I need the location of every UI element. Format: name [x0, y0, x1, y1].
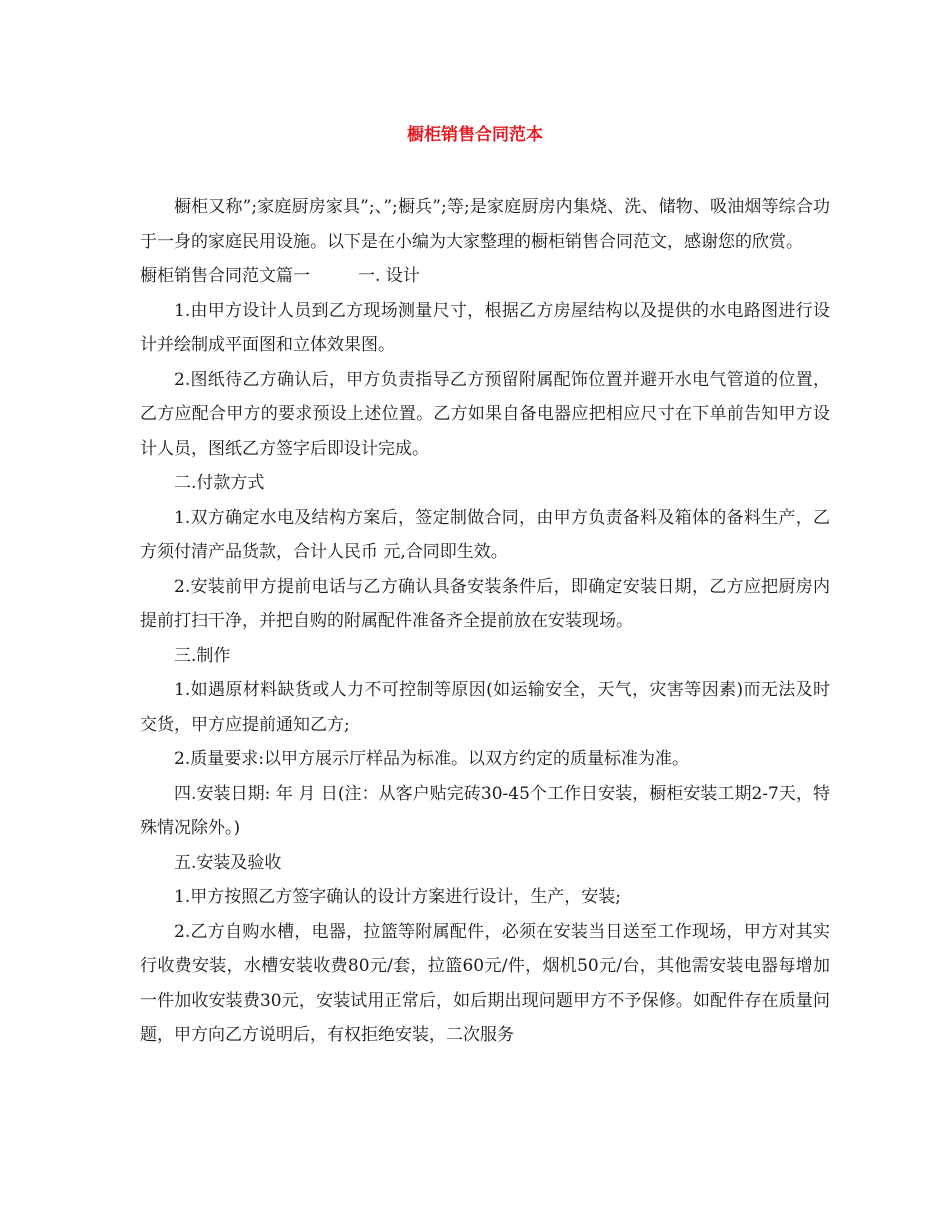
- intro-paragraph: 橱柜又称”;家庭厨房家具”;、”;橱兵”;等;是家庭厨房内集烧、洗、储物、吸油烟等综合功于一身的家庭民用设施。以下是在小编为大家整理的橱柜销售合同范文，感谢您的欣赏。: [140, 197, 830, 252]
- section-heading: [140, 259, 830, 294]
- paragraph-design-1: 1.由甲方设计人员到乙方现场测量尺寸，根据乙方房屋结构以及提供的水电路图进行设计并绘制成平面图和立体效果图。: [140, 300, 830, 355]
- document-title: 橱柜销售合同范本: [407, 125, 543, 145]
- section-heading-prefix: 橱柜销售合同范文篇一: [140, 266, 310, 286]
- heading-install-acceptance: 五.安装及验收: [174, 852, 282, 873]
- paragraph-install-date: 四.安装日期: 年 月 日(注：从客户贴完砖30-45个工作日安装，橱柜安装工期2-7天，特殊情况除外。): [140, 783, 830, 838]
- heading-payment: 二.付款方式: [174, 473, 265, 493]
- paragraph-payment-2: 2.安装前甲方提前电话与乙方确认具备安装条件后，即确定安装日期，乙方应把厨房内提前打扫干净，并把自购的附属配件准备齐全提前放在安装现场。: [140, 576, 830, 631]
- paragraph-design-2: 2.图纸待乙方确认后，甲方负责指导乙方预留附属配饰位置并避开水电气管道的位置，乙方应配合甲方的要求预设上述位置。乙方如果自备电器应把相应尺寸在下单前告知甲方设计人员，图纸乙方签字后即设计完成。: [140, 369, 830, 459]
- paragraph-install-2: 2.乙方自购水槽，电器，拉篮等附属配件，必须在安装当日送至工作现场，甲方对其实行收费安装，水槽安装收费80元/套，拉篮60元/件，烟机50元/台，其他需安装电器每增加一件加收安装费30元，安装试用正常后，如后期出现问题甲方不予保修。如配件存在质量问题，甲方向乙方说明后，有权拒绝安装，二次服务: [140, 921, 830, 1045]
- paragraph-payment-1: 1.双方确定水电及结构方案后，签定制做合同，由甲方负责备料及箱体的备料生产，乙方须付清产品货款，合计人民币 元,合同即生效。: [140, 507, 830, 562]
- section-heading-suffix: 一. 设计: [358, 266, 420, 286]
- heading-production: 三.制作: [174, 645, 231, 666]
- paragraph-production-2: 2.质量要求:以甲方展示厅样品为标准。以双方约定的质量标准为准。: [174, 749, 689, 769]
- paragraph-install-1: 1.甲方按照乙方签字确认的设计方案进行设计，生产，安装;: [174, 887, 621, 907]
- document-body: [140, 190, 830, 1053]
- paragraph-production-1: 1.如遇原材料缺货或人力不可控制等原因(如运输安全，天气，灾害等因素)而无法及时交货，甲方应提前通知乙方;: [140, 680, 830, 735]
